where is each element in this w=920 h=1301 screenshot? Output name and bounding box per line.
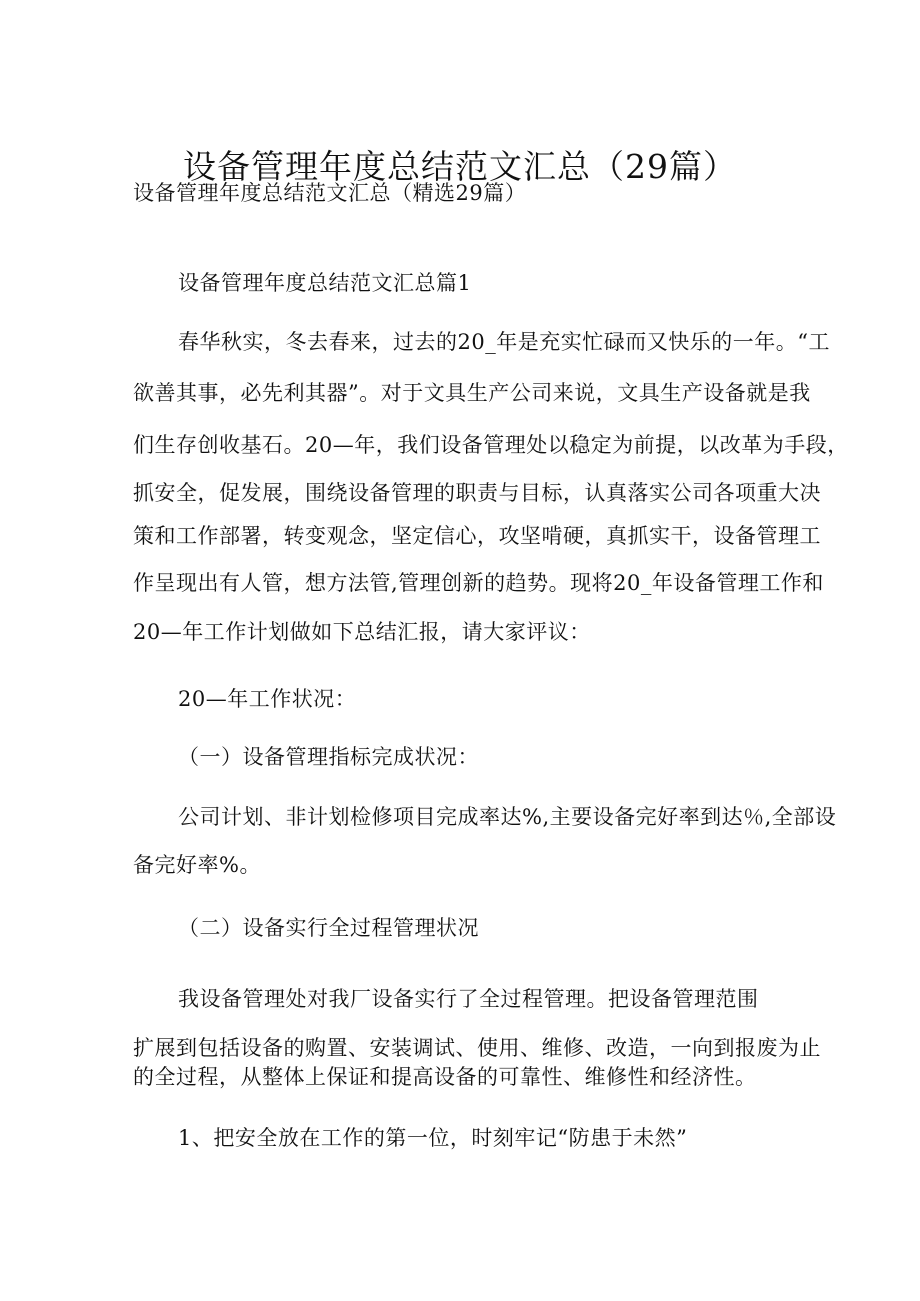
paragraph-line: 欲善其事，必先利其器”。对于文具生产公司来说，文具生产设备就是我 bbox=[133, 381, 811, 405]
document-subtitle: 设备管理年度总结范文汇总（精选29篇） bbox=[133, 181, 527, 205]
paragraph-line: 策和工作部署，转变观念，坚定信心，攻坚啃硬，真抓实干，设备管理工 bbox=[133, 524, 821, 548]
section-heading: 设备管理年度总结范文汇总篇1 bbox=[178, 271, 472, 295]
subheading-process: （二）设备实行全过程管理状况 bbox=[178, 916, 479, 940]
paragraph-line: 春华秋实，冬去春来，过去的20_年是充实忙碌而又快乐的一年。“工 bbox=[178, 330, 830, 354]
document-title: 设备管理年度总结范文汇总（29篇） bbox=[183, 147, 737, 186]
paragraph-line: 抓安全，促发展，围绕设备管理的职责与目标，认真落实公司各项重大决 bbox=[133, 481, 821, 505]
paragraph-line: 备完好率%。 bbox=[133, 853, 261, 877]
paragraph-line: 扩展到包括设备的购置、安装调试、使用、维修、改造，一向到报废为止 bbox=[133, 1036, 821, 1060]
paragraph-line: 作呈现出有人管，想方法管,管理创新的趋势。现将20_年设备管理工作和 bbox=[133, 571, 824, 595]
paragraph-line: 们生存创收基石。20—年，我们设备管理处以稳定为前提，以改革为手段， bbox=[133, 433, 849, 457]
work-status-heading: 20—年工作状况： bbox=[178, 687, 357, 711]
subheading-indicators: （一）设备管理指标完成状况： bbox=[178, 745, 479, 769]
list-item-1: 1、把安全放在工作的第一位，时刻牢记“防患于未然” bbox=[178, 1126, 688, 1150]
paragraph-line: 我设备管理处对我厂设备实行了全过程管理。把设备管理范围 bbox=[178, 987, 759, 1011]
paragraph-line: 20—年工作计划做如下总结汇报，请大家评议： bbox=[133, 620, 591, 644]
paragraph-line: 的全过程，从整体上保证和提高设备的可靠性、维修性和经济性。 bbox=[133, 1065, 757, 1089]
paragraph-line: 公司计划、非计划检修项目完成率达%,主要设备完好率到达％,全部设 bbox=[178, 805, 837, 829]
